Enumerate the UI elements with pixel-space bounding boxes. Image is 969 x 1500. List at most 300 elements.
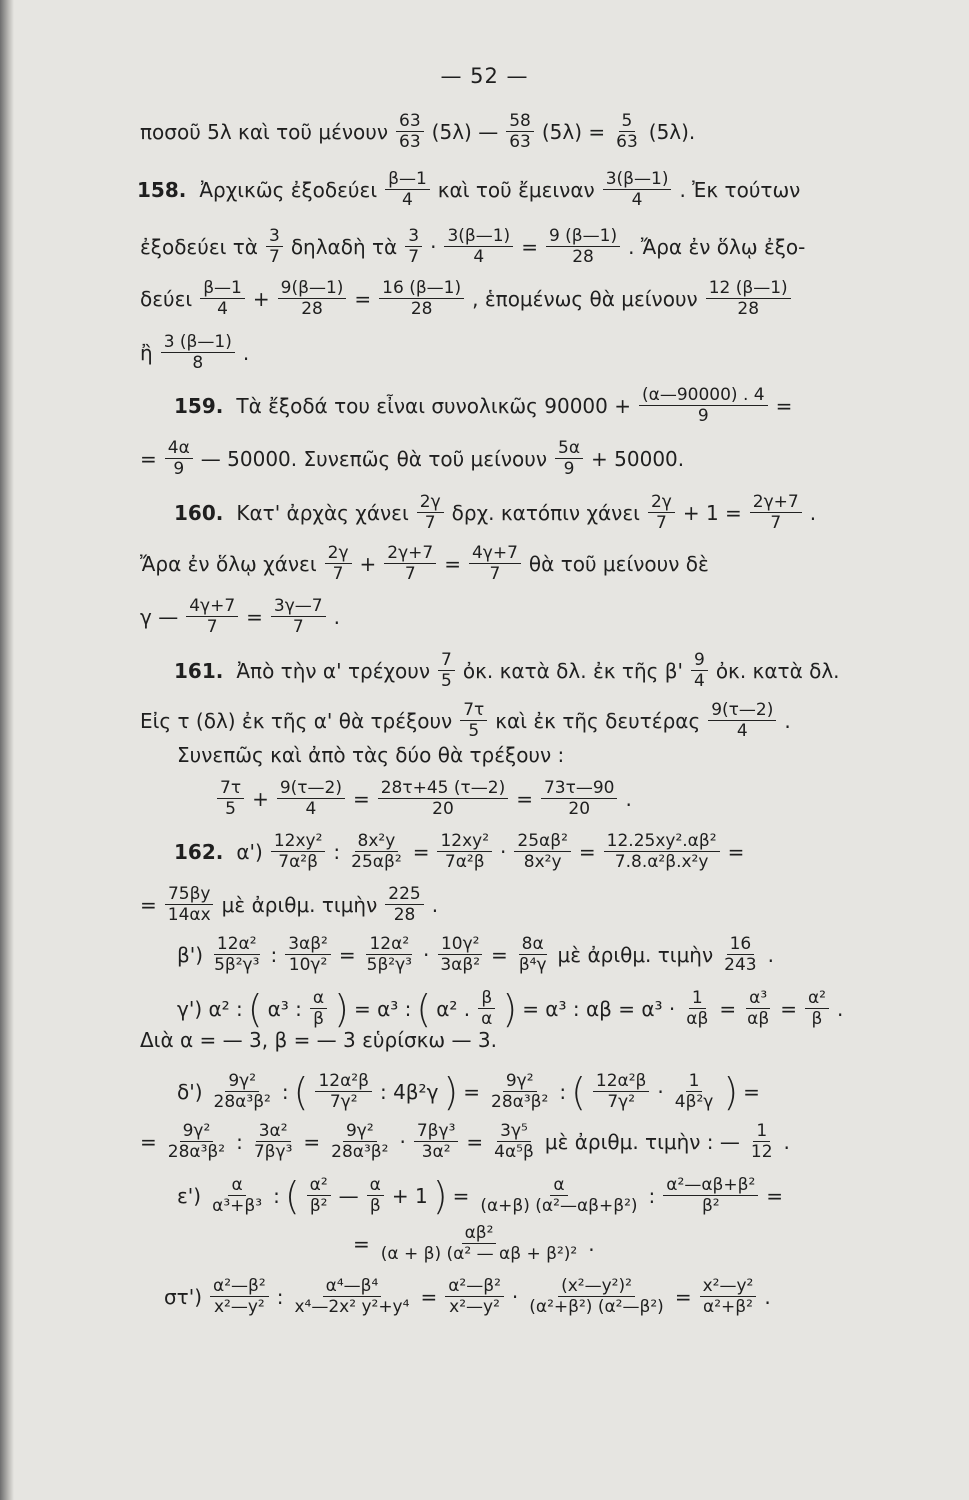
fraction bbox=[161, 332, 235, 374]
denominator: β² bbox=[701, 1196, 720, 1217]
text-line-l9 bbox=[137, 543, 712, 585]
denominator: β bbox=[369, 1196, 381, 1217]
numerator: α bbox=[367, 1175, 384, 1196]
text-run: καὶ τοῦ ἔμειναν bbox=[437, 177, 595, 202]
fraction bbox=[378, 778, 508, 820]
fraction bbox=[700, 1276, 757, 1318]
denominator: 9 bbox=[173, 459, 185, 480]
text-run: = bbox=[743, 1079, 760, 1104]
fraction bbox=[460, 700, 487, 742]
numerator: 12.25xy².αβ² bbox=[604, 831, 720, 852]
denominator: β bbox=[811, 1009, 823, 1030]
text-run: . bbox=[242, 340, 250, 365]
denominator: 4 bbox=[217, 299, 228, 320]
fraction bbox=[291, 1276, 412, 1318]
fraction bbox=[209, 1175, 265, 1217]
text-run: μὲ ἀριθμ. τιμὴν bbox=[221, 892, 378, 917]
text-run: Τὰ ἔξοδά του εἶναι συνολικῶς 90000 + bbox=[236, 393, 631, 418]
text-run: = bbox=[516, 786, 533, 811]
text-run: = bbox=[521, 234, 538, 259]
denominator: 7 bbox=[424, 513, 436, 534]
text-run: — 50000. Συνεπῶς θὰ τοῦ μείνουν bbox=[200, 446, 548, 471]
fraction bbox=[414, 1121, 459, 1163]
denominator: 9 bbox=[563, 459, 575, 480]
numerator: 4α bbox=[165, 438, 193, 459]
fraction bbox=[444, 226, 513, 268]
text-run: Συνεπῶς καὶ ἀπὸ τὰς δύο θὰ τρέξουν : bbox=[177, 743, 565, 767]
text-run: = α³ : bbox=[353, 996, 412, 1021]
denominator: 4 bbox=[305, 799, 317, 820]
denominator: 5 bbox=[225, 799, 236, 820]
fraction bbox=[477, 1175, 640, 1217]
denominator: β⁴γ bbox=[518, 955, 547, 976]
numerator: 12xy² bbox=[437, 831, 492, 852]
numerator: 7βγ³ bbox=[414, 1121, 459, 1142]
numerator: 8x²y bbox=[355, 831, 399, 852]
denominator: 7 bbox=[404, 564, 416, 585]
text-line-l20 bbox=[174, 1071, 763, 1113]
text-run: · bbox=[500, 839, 507, 864]
text-run: = bbox=[452, 1183, 470, 1208]
denominator: 8 bbox=[192, 353, 204, 374]
fraction bbox=[315, 1071, 372, 1113]
denominator: αβ bbox=[747, 1009, 770, 1030]
text-run: = bbox=[140, 892, 157, 917]
denominator: 7 bbox=[332, 564, 344, 585]
text-run: , ἑπομένως θὰ μείνουν bbox=[472, 286, 698, 311]
fraction bbox=[488, 1071, 551, 1113]
numerator: 9γ² bbox=[503, 1071, 537, 1092]
denominator: 63 bbox=[616, 132, 638, 153]
text-run: . Ἐκ τούτων bbox=[679, 177, 801, 202]
denominator: 3αβ² bbox=[440, 955, 481, 976]
text-run: . bbox=[431, 892, 439, 917]
fraction bbox=[310, 988, 327, 1030]
text-line-l10 bbox=[137, 596, 343, 638]
fraction bbox=[165, 438, 193, 480]
denominator: α bbox=[481, 1009, 493, 1030]
numerator: 9γ² bbox=[343, 1121, 377, 1142]
numerator: 3γ⁵ bbox=[497, 1121, 531, 1142]
text-run: + bbox=[252, 286, 270, 311]
fraction bbox=[385, 884, 423, 926]
text-run: = bbox=[444, 551, 461, 576]
denominator: α³+β³ bbox=[212, 1196, 263, 1217]
denominator: 28 bbox=[410, 299, 433, 320]
fraction bbox=[379, 278, 464, 320]
denominator: 7βγ³ bbox=[253, 1142, 293, 1163]
fraction bbox=[445, 1276, 504, 1318]
denominator: 4β²γ bbox=[674, 1092, 714, 1113]
fraction bbox=[271, 831, 326, 873]
denominator: 4 bbox=[631, 190, 643, 211]
numerator: β bbox=[478, 988, 495, 1009]
denominator: 4 bbox=[693, 671, 705, 692]
fraction bbox=[271, 596, 326, 638]
fraction bbox=[307, 1175, 331, 1217]
fraction bbox=[750, 492, 802, 534]
text-run: · bbox=[657, 1079, 664, 1104]
numerator: 16 bbox=[727, 934, 755, 955]
fraction bbox=[364, 934, 415, 976]
text-run: θὰ τοῦ μείνουν δὲ bbox=[528, 551, 709, 576]
text-run: : bbox=[276, 1284, 284, 1309]
numerator: (α—90000) . 4 bbox=[639, 385, 768, 406]
numerator: 7τ bbox=[460, 700, 487, 721]
text-run: (5λ) — bbox=[431, 119, 499, 144]
text-run: = bbox=[463, 1079, 480, 1104]
fraction bbox=[278, 278, 347, 320]
numerator: 12 (β—1) bbox=[706, 278, 791, 299]
text-run: καὶ ἐκ τῆς δευτέρας bbox=[495, 708, 701, 733]
numerator: 12α² bbox=[366, 934, 412, 955]
denominator: 63 bbox=[399, 132, 421, 153]
denominator: 28 bbox=[301, 299, 323, 320]
numerator: 3 bbox=[266, 226, 283, 247]
fraction bbox=[186, 596, 238, 638]
parenthesis: ) bbox=[432, 1173, 448, 1218]
text-run: ποσοῦ 5λ καὶ τοῦ μένουν bbox=[140, 119, 389, 144]
denominator: (α+β) (α²—αβ+β²) bbox=[480, 1196, 638, 1217]
parenthesis: ) bbox=[502, 986, 518, 1031]
numerator: αβ² bbox=[462, 1223, 497, 1244]
numerator: 1 bbox=[753, 1121, 770, 1142]
numerator: 25αβ² bbox=[514, 831, 571, 852]
text-line-l12 bbox=[137, 700, 794, 742]
denominator: 4 bbox=[473, 247, 485, 268]
fraction bbox=[748, 1121, 776, 1163]
numerator: β—1 bbox=[200, 278, 245, 299]
denominator: x²—y² bbox=[213, 1297, 265, 1318]
fraction bbox=[491, 1121, 537, 1163]
text-line-l3 bbox=[137, 226, 808, 268]
fraction bbox=[593, 1071, 650, 1113]
text-run: . bbox=[809, 500, 817, 525]
numerator: 2γ bbox=[648, 492, 675, 513]
text-run: μὲ ἀριθμ. τιμὴν bbox=[557, 942, 714, 967]
text-run: α³ : bbox=[267, 996, 302, 1021]
fraction bbox=[251, 1121, 296, 1163]
fraction bbox=[744, 988, 772, 1030]
denominator: x²—y² bbox=[449, 1297, 500, 1318]
fraction bbox=[266, 226, 283, 268]
fraction bbox=[469, 543, 521, 585]
parenthesis: ( bbox=[416, 986, 432, 1031]
text-run: . bbox=[625, 786, 632, 811]
numerator: 9(τ—2) bbox=[708, 700, 776, 721]
text-run: : bbox=[281, 1079, 289, 1104]
numerator: 63 bbox=[396, 111, 424, 132]
denominator: 20 bbox=[568, 799, 591, 820]
numerator: 10γ² bbox=[438, 934, 483, 955]
fraction bbox=[217, 778, 244, 820]
denominator: 7 bbox=[770, 513, 782, 534]
text-run: = bbox=[766, 1183, 784, 1208]
text-run: Ἀπὸ τὴν α' τρέχουν bbox=[236, 658, 431, 683]
numerator: 3 bbox=[405, 226, 422, 247]
numerator: 4γ+7 bbox=[469, 543, 521, 564]
text-run: = bbox=[354, 286, 372, 311]
denominator: 12 bbox=[750, 1142, 773, 1163]
text-run: = bbox=[412, 839, 430, 864]
text-line-l19 bbox=[137, 1028, 500, 1052]
fraction bbox=[438, 650, 455, 692]
text-run: = bbox=[719, 996, 737, 1021]
text-run: δηλαδὴ τὰ bbox=[290, 234, 398, 259]
denominator: 28 bbox=[737, 299, 760, 320]
fraction bbox=[613, 111, 641, 153]
numerator: α²—β² bbox=[210, 1276, 269, 1297]
denominator: 25αβ² bbox=[351, 852, 402, 873]
numerator: 12α²β bbox=[593, 1071, 650, 1092]
fraction bbox=[721, 934, 759, 976]
denominator: β bbox=[313, 1009, 324, 1030]
text-run: Διὰ α = — 3, β = — 3 εὑρίσκω — 3. bbox=[140, 1028, 497, 1052]
numerator: 7 bbox=[438, 650, 455, 671]
numerator: 2γ bbox=[417, 492, 444, 513]
text-run: Ἀρχικῶς ἐξοδεύει bbox=[199, 177, 378, 202]
text-line-l5 bbox=[137, 332, 252, 374]
text-line-l2 bbox=[137, 169, 803, 211]
fraction bbox=[165, 884, 214, 926]
fraction bbox=[706, 278, 791, 320]
fraction bbox=[437, 934, 483, 976]
fraction bbox=[285, 934, 331, 976]
numerator: (x²—y²)² bbox=[558, 1276, 635, 1297]
fraction bbox=[672, 1071, 717, 1113]
parenthesis: ( bbox=[571, 1069, 586, 1114]
numerator: α bbox=[550, 1175, 567, 1196]
denominator: 7γ² bbox=[607, 1092, 636, 1113]
text-run: α') bbox=[236, 839, 263, 864]
numerator: 8α bbox=[519, 934, 547, 955]
text-run: = bbox=[727, 839, 745, 864]
numerator: 28τ+45 (τ—2) bbox=[378, 778, 508, 799]
text-run: = bbox=[674, 1284, 692, 1309]
text-line-l11 bbox=[174, 650, 843, 692]
parenthesis: ) bbox=[443, 1069, 459, 1114]
fraction bbox=[200, 278, 245, 320]
problem-number: 160. bbox=[174, 500, 224, 525]
text-run: (5λ) = bbox=[541, 119, 606, 144]
problem-number: 162. bbox=[174, 839, 224, 864]
fraction bbox=[417, 492, 444, 534]
text-run: Κατ' ἀρχὰς χάνει bbox=[236, 500, 409, 525]
fraction bbox=[603, 169, 672, 211]
numerator: 3γ—7 bbox=[271, 596, 326, 617]
text-run: = bbox=[420, 1284, 438, 1309]
denominator: 28 bbox=[393, 905, 416, 926]
numerator: 9(τ—2) bbox=[277, 778, 345, 799]
text-line-l24 bbox=[161, 1276, 774, 1318]
text-line-l14 bbox=[212, 778, 635, 820]
text-run: · bbox=[511, 1284, 519, 1309]
text-run: . bbox=[764, 1284, 771, 1309]
denominator: 7 bbox=[655, 513, 667, 534]
fraction bbox=[516, 934, 550, 976]
parenthesis: ( bbox=[284, 1173, 300, 1218]
denominator: 5 bbox=[441, 671, 452, 692]
fraction bbox=[648, 492, 675, 534]
text-line-l6 bbox=[174, 385, 795, 427]
fraction bbox=[555, 438, 583, 480]
parenthesis: ( bbox=[247, 986, 263, 1031]
numerator: 73τ—90 bbox=[541, 778, 618, 799]
numerator: 3α² bbox=[256, 1121, 291, 1142]
numerator: 12α²β bbox=[315, 1071, 372, 1092]
text-line-l4 bbox=[137, 278, 796, 320]
numerator: 3 (β—1) bbox=[161, 332, 235, 353]
denominator: 8x²y bbox=[523, 852, 562, 873]
text-run: ε') bbox=[177, 1183, 202, 1208]
denominator: αβ bbox=[686, 1009, 709, 1030]
text-run: · bbox=[430, 234, 437, 259]
page-number: — 52 — bbox=[440, 64, 529, 88]
denominator: 14αx bbox=[167, 905, 211, 926]
fraction bbox=[437, 831, 492, 873]
denominator: 7 bbox=[292, 617, 304, 638]
fraction bbox=[405, 226, 422, 268]
denominator: 4 bbox=[402, 190, 413, 211]
fraction bbox=[367, 1175, 384, 1217]
denominator: 243 bbox=[724, 955, 757, 976]
problem-number: 159. bbox=[174, 393, 224, 418]
fraction bbox=[708, 700, 776, 742]
book-spine-shadow bbox=[0, 0, 14, 1500]
denominator: 7 bbox=[489, 564, 501, 585]
denominator: 7 bbox=[206, 617, 218, 638]
numerator: 9 (β—1) bbox=[546, 226, 620, 247]
denominator: x⁴—2x² y²+y⁴ bbox=[294, 1297, 410, 1318]
text-run: α² . bbox=[436, 996, 471, 1021]
denominator: 28 bbox=[572, 247, 594, 268]
denominator: 28α³β² bbox=[167, 1142, 226, 1163]
parenthesis: ) bbox=[723, 1069, 739, 1114]
numerator: 5α bbox=[555, 438, 583, 459]
denominator: α²+β² bbox=[702, 1297, 753, 1318]
text-run: . bbox=[784, 708, 791, 733]
text-run: ὀκ. κατὰ δλ. bbox=[715, 658, 840, 683]
text-run: = α³ : αβ = α³ · bbox=[522, 996, 676, 1021]
text-run: γ') α² : bbox=[177, 996, 243, 1021]
text-run: + bbox=[252, 786, 269, 811]
text-line-l22 bbox=[174, 1175, 786, 1217]
denominator: 9 bbox=[697, 406, 709, 427]
numerator: α³ bbox=[746, 988, 770, 1009]
text-run: ἢ bbox=[140, 340, 153, 365]
fraction bbox=[683, 988, 711, 1030]
text-run: δ') bbox=[177, 1079, 203, 1104]
numerator: 2γ bbox=[325, 543, 352, 564]
numerator: 16 (β—1) bbox=[379, 278, 464, 299]
denominator: 28α³β² bbox=[331, 1142, 389, 1163]
fraction bbox=[325, 543, 352, 585]
numerator: 1 bbox=[686, 1071, 703, 1092]
numerator: 3(β—1) bbox=[444, 226, 513, 247]
fraction bbox=[211, 1071, 274, 1113]
text-run: : bbox=[559, 1079, 567, 1104]
denominator: 28α³β² bbox=[491, 1092, 549, 1113]
denominator: 4 bbox=[736, 721, 748, 742]
text-line-l15 bbox=[174, 831, 747, 873]
numerator: 9 bbox=[691, 650, 708, 671]
numerator: 2γ+7 bbox=[384, 543, 436, 564]
numerator: 12xy² bbox=[271, 831, 326, 852]
text-run: = bbox=[352, 786, 370, 811]
text-run: ἐξοδεύει τὰ bbox=[140, 234, 258, 259]
problem-number: 161. bbox=[174, 658, 224, 683]
denominator: β² bbox=[309, 1196, 328, 1217]
denominator: 7γ² bbox=[329, 1092, 358, 1113]
text-run: · bbox=[423, 942, 430, 967]
text-run: . bbox=[783, 1129, 790, 1154]
text-line-l1 bbox=[137, 111, 698, 153]
text-line-l23 bbox=[350, 1223, 598, 1265]
text-run: = bbox=[491, 942, 508, 967]
denominator: 28α³β² bbox=[213, 1092, 271, 1113]
fraction bbox=[691, 650, 708, 692]
text-run: = bbox=[353, 1231, 370, 1256]
denominator: 10γ² bbox=[288, 955, 328, 976]
text-run: . bbox=[836, 996, 844, 1021]
text-line-l18 bbox=[174, 988, 846, 1030]
fraction bbox=[541, 778, 618, 820]
text-run: = bbox=[466, 1129, 484, 1154]
text-run: + 50000. bbox=[591, 446, 685, 471]
text-run: + 1 bbox=[391, 1183, 428, 1208]
denominator: 4α⁵β bbox=[494, 1142, 534, 1163]
fraction bbox=[211, 934, 262, 976]
text-run: = bbox=[578, 839, 596, 864]
numerator: 75βy bbox=[165, 884, 214, 905]
parenthesis: ) bbox=[334, 986, 349, 1031]
numerator: 3αβ² bbox=[285, 934, 331, 955]
text-line-l16 bbox=[137, 884, 441, 926]
denominator: 5β²γ³ bbox=[366, 955, 412, 976]
fraction bbox=[384, 543, 436, 585]
fraction bbox=[165, 1121, 228, 1163]
numerator: β—1 bbox=[385, 169, 430, 190]
fraction bbox=[639, 385, 768, 427]
numerator: x²—y² bbox=[700, 1276, 757, 1297]
fraction bbox=[604, 831, 720, 873]
text-run: = bbox=[338, 942, 356, 967]
denominator: 5 bbox=[468, 721, 480, 742]
numerator: 58 bbox=[506, 111, 534, 132]
text-run: : bbox=[270, 942, 278, 967]
denominator: 7.8.α²β.x²y bbox=[614, 852, 709, 873]
denominator: 7 bbox=[268, 247, 280, 268]
text-run: στ') bbox=[164, 1284, 203, 1309]
text-run: · bbox=[399, 1129, 406, 1154]
text-run: . bbox=[767, 942, 774, 967]
text-run: = bbox=[775, 393, 793, 418]
fraction bbox=[546, 226, 620, 268]
text-run: ὀκ. κατὰ δλ. ἐκ τῆς β' bbox=[462, 658, 683, 683]
fraction bbox=[277, 778, 345, 820]
fraction bbox=[506, 111, 534, 153]
text-run: = bbox=[140, 1129, 157, 1154]
fraction bbox=[514, 831, 571, 873]
denominator: 5β²γ³ bbox=[214, 955, 260, 976]
text-run: : 4β²γ bbox=[379, 1079, 439, 1104]
text-run: γ — bbox=[140, 604, 179, 629]
denominator: 63 bbox=[509, 132, 531, 153]
text-run: = bbox=[303, 1129, 321, 1154]
numerator: α²—αβ+β² bbox=[663, 1175, 758, 1196]
denominator: 7α²β bbox=[444, 852, 485, 873]
fraction bbox=[663, 1175, 758, 1217]
